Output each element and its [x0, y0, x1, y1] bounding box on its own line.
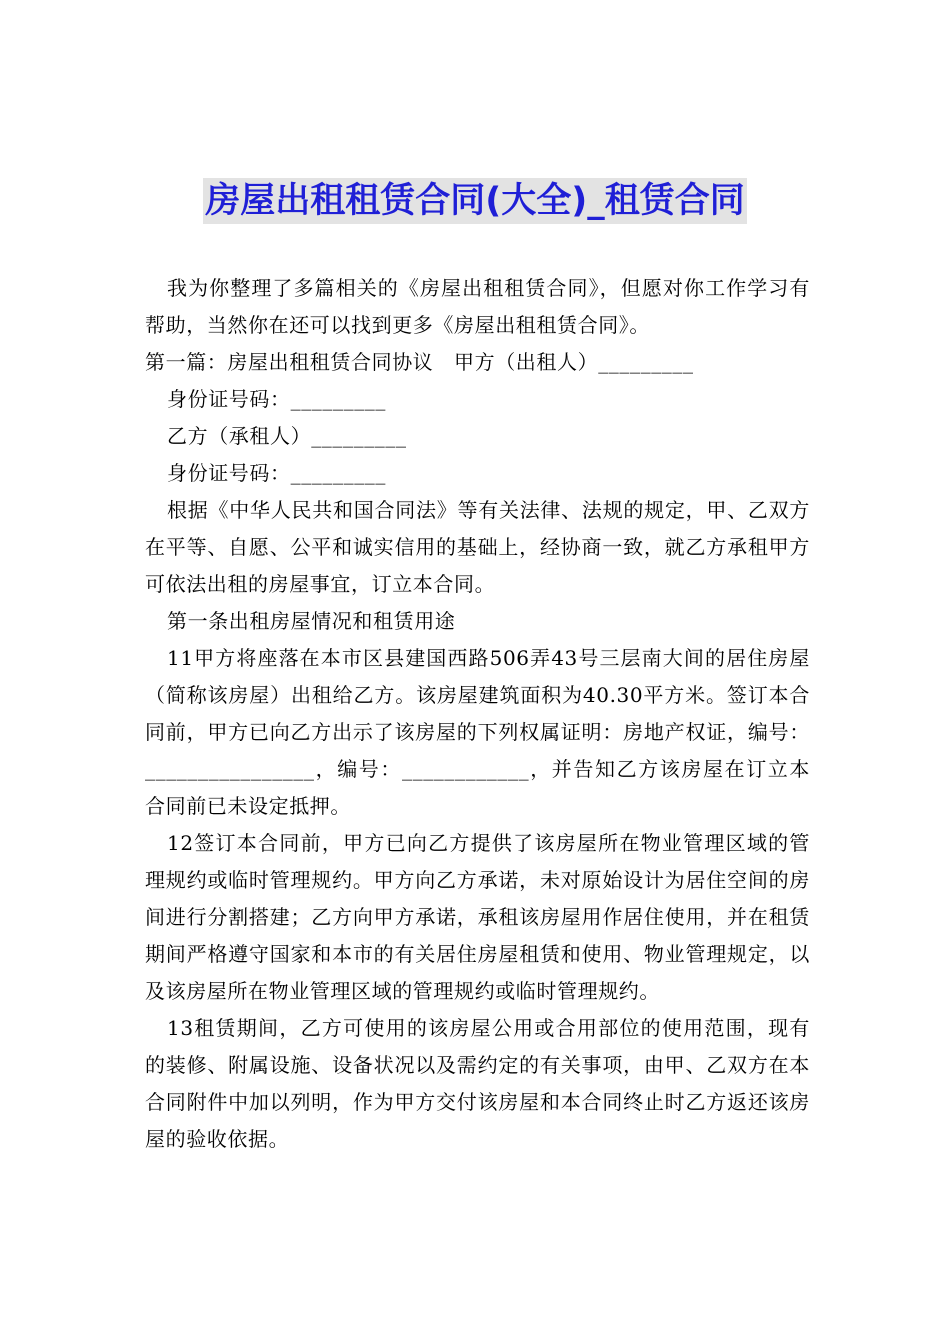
- title-container: [0, 178, 950, 224]
- paragraph-clause-1-3: 13租赁期间，乙方可使用的该房屋公用或合用部位的使用范围，现有的装修、附属设施、设备状况以及需约定的有关事项，由甲、乙双方在本合同附件中加以列明，作为甲方交付该房屋和本合同终止时乙方返还该房屋的验收依据。: [145, 1016, 810, 1151]
- paragraph-intro: 我为你整理了多篇相关的《房屋出租租赁合同》，但愿对你工作学习有帮助，当然你在还可以找到更多《房屋出租租赁合同》。: [145, 276, 810, 337]
- paragraph-clause-1-1: 11甲方将座落在本市区县建国西路506弄43号三层南大间的居住房屋（简称该房屋）出租给乙方。该房屋建筑面积为40.30平方米。签订本合同前，甲方已向乙方出示了该房屋的下列权属证明：房地产权证，编号：________________，编号：____________，并告知乙方该房屋在订立本合同前已未设定抵押。: [145, 646, 810, 818]
- paragraph-clause-1-2: 12签订本合同前，甲方已向乙方提供了该房屋所在物业管理区域的管理规约或临时管理规约。甲方向乙方承诺，未对原始设计为居住空间的房间进行分割搭建；乙方向甲方承诺，承租该房屋用作居住使用，并在租赁期间严格遵守国家和本市的有关居住房屋租赁和使用、物业管理规定，以及该房屋所在物业管理区域的管理规约或临时管理规约。: [145, 831, 810, 1003]
- paragraph-party-a: 第一篇：房屋出租租赁合同协议 甲方（出租人）_________: [145, 350, 694, 374]
- paragraph-id-number-a: 身份证号码：_________: [167, 387, 386, 411]
- paragraph-party-b: 乙方（承租人）_________: [167, 424, 407, 448]
- paragraph-id-number-b: 身份证号码：_________: [167, 461, 386, 485]
- document-body: [145, 270, 810, 1158]
- document-title: 房屋出租租赁合同(大全)_租赁合同: [203, 178, 747, 224]
- paragraph-article-1-heading: 第一条出租房屋情况和租赁用途: [167, 609, 456, 633]
- paragraph-legal-basis: 根据《中华人民共和国合同法》等有关法律、法规的规定，甲、乙双方在平等、自愿、公平和诚实信用的基础上，经协商一致，就乙方承租甲方可依法出租的房屋事宜，订立本合同。: [145, 498, 810, 596]
